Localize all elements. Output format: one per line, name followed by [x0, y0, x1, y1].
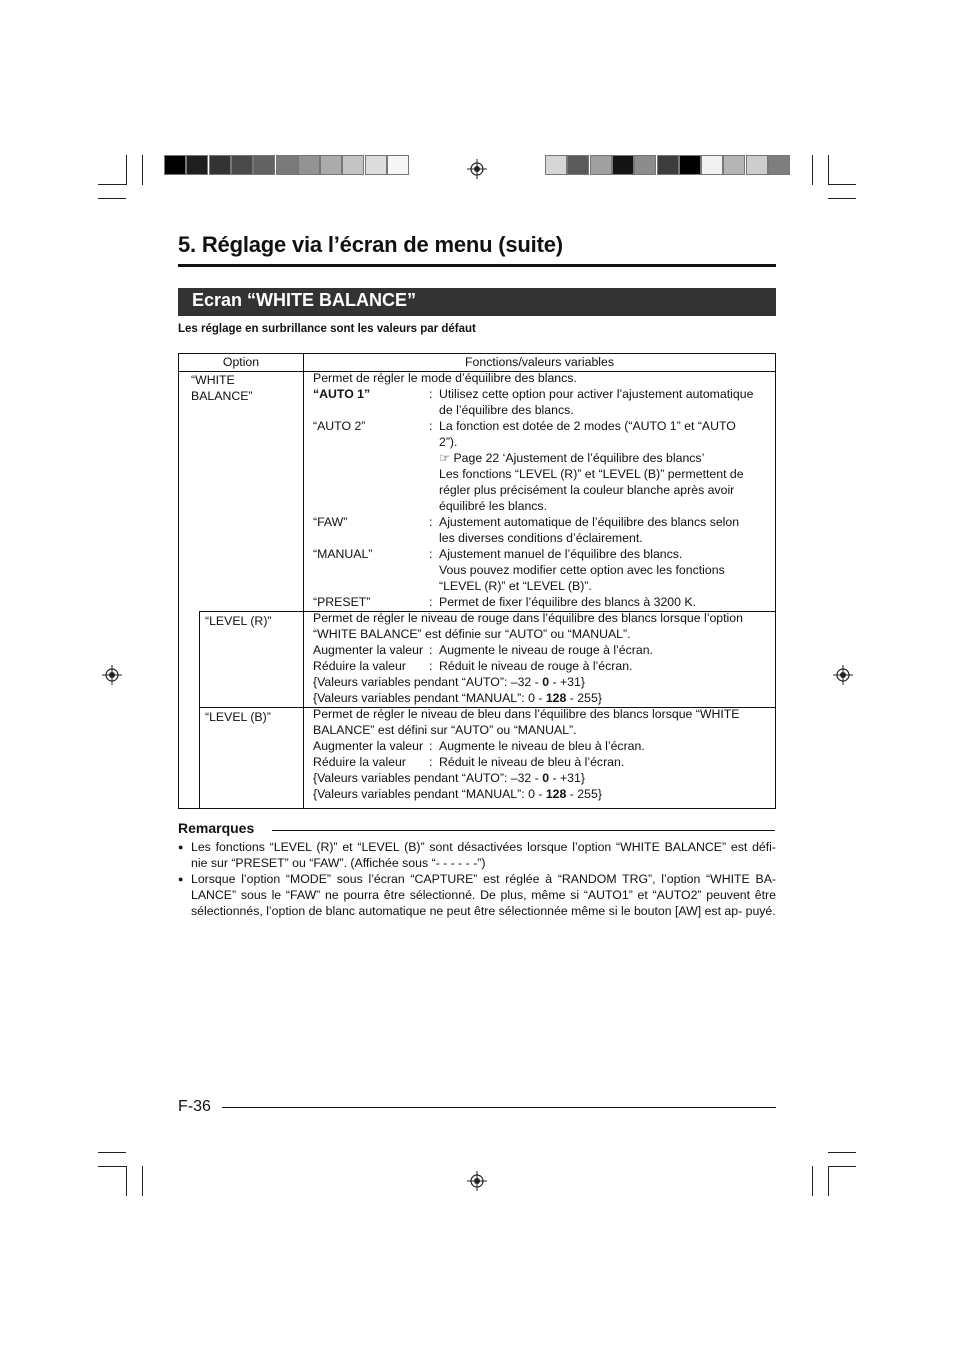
white-balance-description: Permet de régler le mode d’équilibre des blancs. “AUTO 1” : Utilisez cette option pour activer l’ajustement automatique de l’équilibre des blancs. “AUTO 2” : La fonction est dotée de 2 modes (“AUTO 1” et “AUTO 2”). ☞ Page 22 ‘Ajustement de l’équilibre des blancs’ Les fonctions “LEVEL (R)” et “LEVEL (B)” permettent de régler plus précisément la couleur blanche après avoir équilibré les blancs. “FAW” : Ajustement automatique de l’équilibre des blancs selon les diverses conditions d’éclairement. “MANUAL” : Ajustement manuel de l’équilibre des blancs. Vous pouvez modifier cette option avec les fonctions “LEVEL (R)” et “LEVEL (B)”. “PRESET” : Permet de fixer l’équilibre des blancs à 3200 K. — [313, 370, 771, 610]
registration-mark-icon — [467, 1171, 487, 1191]
white-balance-mode: “FAW” : Ajustement automatique de l’équilibre des blancs selon les diverses conditions d’éclairement. — [313, 515, 740, 545]
level-b-auto-range: {Valeurs variables pendant “AUTO”: –32 - 0 - +31} — [313, 771, 585, 785]
bullet-icon: ● — [178, 874, 184, 884]
color-swatch — [342, 155, 364, 175]
color-swatch — [612, 155, 634, 175]
color-swatch — [231, 155, 253, 175]
color-swatch — [701, 155, 723, 175]
color-swatch — [545, 155, 567, 175]
color-swatch — [634, 155, 656, 175]
color-swatch — [164, 155, 186, 175]
color-swatch — [657, 155, 679, 175]
level-b-increase: Augmenter la valeur : Augmente le niveau de bleu à l’écran. — [313, 739, 645, 753]
option-white-balance: “WHITE BALANCE” — [191, 373, 253, 403]
level-r-auto-range: {Valeurs variables pendant “AUTO”: –32 - 0 - +31} — [313, 675, 585, 689]
color-swatch — [768, 155, 790, 175]
level-r-manual-range: {Valeurs variables pendant “MANUAL”: 0 - 128 - 255} — [313, 691, 602, 705]
color-swatch — [209, 155, 231, 175]
remark-item: ● Lorsque l’option “MODE” sous l’écran “CAPTURE” est réglée à “RANDOM TRG”, l’option “WHITE BA- LANCE” sous le “FAW” ne pourra être sélectionné. De plus, même si “AUTO1” et “AUTO2” peuvent être sélectionnés, l’option de blanc automatique ne peut être sélectionnée même si le bouton [AW] est ap- puyé. — [178, 872, 776, 918]
color-swatch — [567, 155, 589, 175]
remarks-divider — [272, 830, 775, 831]
page-number: F-36 — [178, 1098, 211, 1115]
registration-mark-icon — [467, 159, 487, 179]
page-title: 5. Réglage via l’écran de menu (suite) — [178, 232, 776, 267]
color-swatch — [253, 155, 275, 175]
color-swatch — [276, 155, 298, 175]
white-balance-mode: “AUTO 2” : La fonction est dotée de 2 modes (“AUTO 1” et “AUTO 2”). ☞ Page 22 ‘Ajustement de l’équilibre des blancs’ Les fonctions “LEVEL (R)” et “LEVEL (B)” permettent de régler plus précisément la couleur blanche après avoir équilibré les blancs. — [313, 419, 744, 513]
column-header-option: Option — [222, 355, 260, 369]
level-b-decrease: Réduire la valeur : Réduit le niveau de bleu à l’écran. — [313, 755, 625, 769]
white-balance-mode: “PRESET” : Permet de fixer l’équilibre des blancs à 3200 K. — [313, 595, 697, 609]
level-r-increase: Augmenter la valeur : Augmente le niveau de rouge à l’écran. — [313, 643, 653, 657]
settings-table — [178, 353, 776, 809]
section-heading: Ecran “WHITE BALANCE” — [178, 288, 776, 316]
white-balance-mode-list — [313, 386, 771, 610]
color-swatch — [365, 155, 387, 175]
option-level-b: “LEVEL (B)” — [205, 710, 271, 724]
white-balance-mode: “AUTO 1” : Utilisez cette option pour activer l’ajustement automatique de l’équilibre des blancs. — [313, 387, 754, 417]
registration-mark-icon — [833, 665, 853, 685]
bullet-icon: ● — [178, 842, 184, 852]
color-swatch — [723, 155, 745, 175]
color-swatch — [746, 155, 768, 175]
remarks-list — [178, 839, 776, 919]
registration-mark-icon — [102, 665, 122, 685]
level-b-description: Permet de régler le niveau de bleu dans l’équilibre des blancs lorsque “WHITE BALANCE” est défini sur “AUTO” ou “MANUAL”. Augmenter la valeur : Augmente le niveau de bleu à l’écran. Réduire la valeur : Réduit le niveau de bleu à l’écran. {Valeurs variables pendant “AUTO”: –32 - 0 - +31} {Valeurs variables pendant “MANUAL”: 0 - 128 - 255} — [313, 706, 771, 802]
white-balance-mode: “MANUAL” : Ajustement manuel de l’équilibre des blancs. Vous pouvez modifier cette option avec les fonctions “LEVEL (R)” et “LEVEL (B)”. — [313, 547, 725, 593]
footer-divider — [222, 1107, 776, 1108]
color-swatch — [298, 155, 320, 175]
color-swatch — [186, 155, 208, 175]
color-swatch — [387, 155, 409, 175]
remarks-heading: Remarques — [178, 820, 255, 836]
level-b-manual-range: {Valeurs variables pendant “MANUAL”: 0 - 128 - 255} — [313, 787, 602, 801]
level-r-decrease: Réduire la valeur : Réduit le niveau de rouge à l’écran. — [313, 659, 633, 673]
option-level-r: “LEVEL (R)” — [205, 614, 272, 628]
level-r-description: Permet de régler le niveau de rouge dans l’équilibre des blancs lorsque l’option “WHITE BALANCE” est définie sur “AUTO” ou “MANUAL”. Augmenter la valeur : Augmente le niveau de rouge à l’écran. Réduire la valeur : Réduit le niveau de rouge à l’écran. {Valeurs variables pendant “AUTO”: –32 - 0 - +31} {Valeurs variables pendant “MANUAL”: 0 - 128 - 255} — [313, 610, 771, 706]
default-values-note: Les réglage en surbrillance sont les valeurs par défaut — [178, 323, 476, 335]
remark-item: ● Les fonctions “LEVEL (R)” et “LEVEL (B)” sont désactivées lorsque l’option “WHITE BALANCE” est défi- nie sur “PRESET” ou “FAW”. (Affichée sous “- - - - - -”) — [178, 840, 776, 870]
color-swatch — [590, 155, 612, 175]
color-swatch — [320, 155, 342, 175]
column-header-functions: Fonctions/valeurs variables — [465, 355, 614, 369]
color-swatch — [679, 155, 701, 175]
